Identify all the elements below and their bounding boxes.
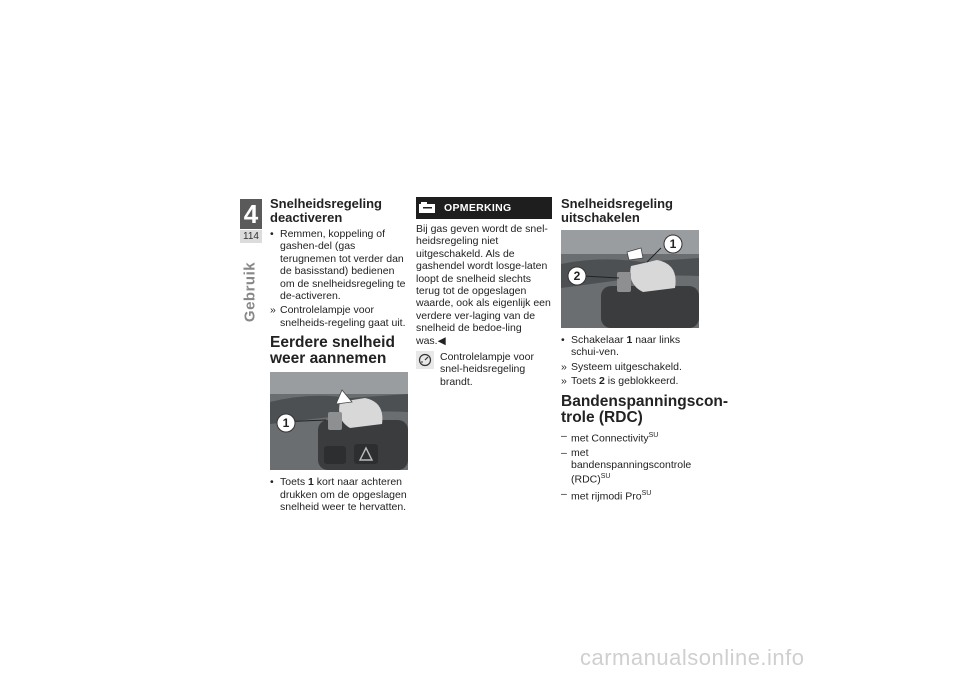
warning-lamp-note [416, 351, 552, 388]
item-text: met Connectivity [571, 432, 649, 445]
column-1 [270, 197, 408, 515]
heading-resume: Eerdere snelheid weer aannemen [270, 334, 395, 368]
page-number: 114 [240, 230, 262, 243]
dash-icon: – [561, 488, 567, 501]
list-item [561, 334, 699, 359]
chapter-label-text: Gebruik [241, 261, 259, 323]
notice-body: Bij gas geven wordt de snel-heidsregeling niet uitgeschakeld. Als de gashendel wordt losge-laten loopt de snelheid slechts terug tot de opgeslagen waarde, ook als eigenlijk een verdere ver-laging van de snelheid de bedoe-ling was. [416, 223, 551, 347]
column-2 [416, 197, 552, 388]
notice-text [416, 223, 552, 347]
item-prefix: Toets [571, 375, 597, 388]
photo-callout-2: 2 [573, 269, 581, 283]
dash-icon: – [561, 446, 567, 459]
list-item [561, 361, 699, 373]
result-arrow-icon: » [270, 304, 276, 317]
list-item [270, 476, 408, 513]
heading-rdc: Bandenspanningscon-trole (RDC) [561, 392, 729, 426]
item-text: Remmen, koppeling of gashen-del (gas terugnemen tot verder dan de basisstand) bedienen om de snelheidsregeling te de-activeren. [280, 228, 406, 303]
end-mark-icon: ◀ [437, 334, 446, 347]
item-text: is geblokkeerd. [607, 375, 679, 388]
result-arrow-icon: » [561, 360, 567, 373]
item-text: met bandenspanningscontrole (RDC) [571, 446, 692, 486]
dash-icon: – [561, 429, 567, 442]
item-text: Systeem uitgeschakeld. [571, 360, 682, 373]
heading-deactivate: Snelheidsregeling deactiveren [270, 196, 382, 225]
bullet-icon: • [561, 334, 565, 346]
item-prefix: Schakelaar [571, 334, 624, 346]
bullet-icon: • [270, 228, 274, 240]
handlebar-photo-switch-off [561, 230, 699, 328]
item-text: Controlelampje voor snelheids-regeling gaat uit. [280, 304, 406, 329]
list-item [561, 447, 699, 487]
list-item [270, 228, 408, 302]
heading-switch-off: Snelheidsregeling uitschakelen [561, 196, 673, 225]
chapter-number: 4 [240, 199, 262, 229]
photo-callout-1: 1 [669, 237, 677, 251]
cruise-control-lamp-icon [416, 351, 434, 369]
column-3 [561, 196, 729, 505]
item-number: 1 [626, 334, 633, 346]
info-hand-icon [416, 197, 438, 219]
chapter-label [230, 262, 270, 322]
notice-label: OPMERKING [444, 201, 512, 214]
list-item [561, 375, 699, 387]
option-sup: SU [600, 473, 611, 481]
item-text: met rijmodi Pro [571, 490, 642, 503]
bullet-icon: • [270, 476, 274, 489]
list-item [270, 304, 408, 329]
list-item [561, 430, 699, 445]
photo-callout-1: 1 [282, 416, 290, 431]
watermark: carmanualsonline.info [580, 645, 805, 670]
item-text: kort naar achteren drukken om de opgeslagen snelheid weer te hervatten. [280, 476, 407, 514]
item-number: 1 [308, 476, 314, 489]
option-sup: SU [641, 490, 652, 498]
notice-header [416, 197, 552, 219]
item-number: 2 [599, 375, 605, 388]
list-item [561, 488, 699, 503]
result-arrow-icon: » [561, 375, 567, 388]
item-text: naar links schui-ven. [571, 334, 681, 359]
lamp-text: Controlelampje voor snel-heidsregeling brandt. [440, 351, 534, 388]
handlebar-photo-resume [270, 372, 408, 470]
item-prefix: Toets [280, 476, 306, 489]
option-sup: SU [648, 431, 659, 439]
